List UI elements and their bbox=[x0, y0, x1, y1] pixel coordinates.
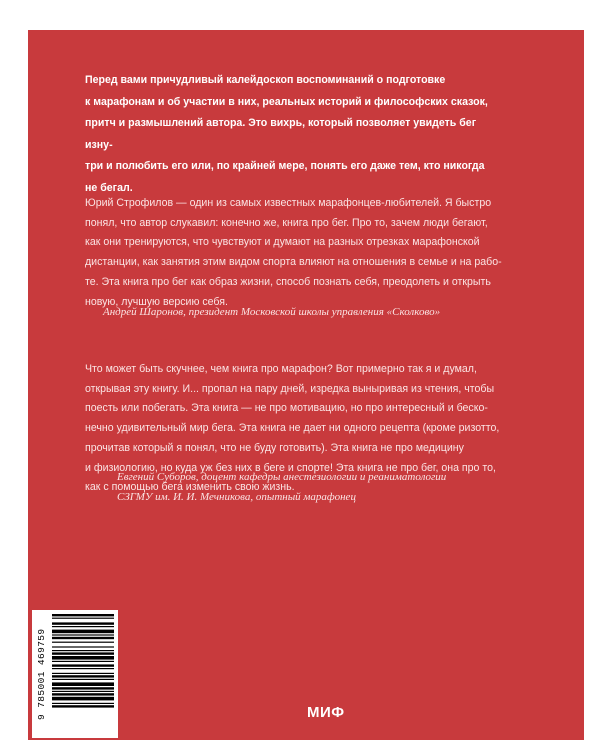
text-line: притч и размышлений автора. Это вихрь, который позволяет увидеть бег изну- bbox=[85, 117, 477, 151]
barcode-bar bbox=[52, 646, 114, 647]
review-quote-1 bbox=[85, 194, 525, 312]
barcode-bar bbox=[52, 622, 114, 624]
barcode-bar bbox=[52, 679, 114, 680]
barcode-bar bbox=[52, 661, 114, 662]
text-line: открывая эту книгу. И... пропал на пару дней, изредка выныривая из чтения, чтобы bbox=[85, 382, 495, 395]
text-line: понял, что автор слукавил: конечно же, книга про бег. Про то, зачем люди бегают, bbox=[85, 216, 488, 229]
text-line: поесть или побегать. Эта книга — не про мотивацию, но про интересный и беско- bbox=[85, 402, 488, 415]
barcode-bar bbox=[52, 626, 114, 627]
barcode-bar bbox=[52, 703, 114, 704]
barcode-bar bbox=[52, 637, 114, 639]
text-line: как с помощью бега изменить свою жизнь. bbox=[85, 481, 295, 494]
text-line: Юрий Строфилов — один из самых известных марафонцев-любителей. Я быстро bbox=[85, 197, 492, 209]
barcode-bar bbox=[52, 656, 114, 660]
text-line: Евгений Суборов, доцент кафедры анестезиологии и реаниматологии bbox=[117, 471, 447, 483]
text-line: Перед вами причудливый калейдоскоп воспоминаний о подготовке bbox=[85, 74, 446, 86]
text-line: те. Эта книга про бег как образ жизни, способ познать себя, преодолеть и открыть bbox=[85, 275, 491, 288]
text-line: не бегал. bbox=[85, 181, 133, 194]
barcode-bar bbox=[52, 634, 114, 635]
text-line: к марафонам и об участии в них, реальных историй и философских сказок, bbox=[85, 95, 488, 108]
barcode-bar bbox=[52, 682, 114, 686]
text-line: нечно удивительный мир бега. Эта книга не дает ни одного рецепта (кроме ризотто, bbox=[85, 422, 500, 435]
text-line: СЗГМУ им. И. И. Мечникова, опытный марафонец bbox=[117, 491, 356, 503]
text-line: как они тренируются, что чувствуют и думают на разных отрезках марафонской bbox=[85, 236, 480, 249]
barcode-bar bbox=[52, 618, 114, 619]
isbn-barcode bbox=[32, 610, 118, 738]
review-attribution-2 bbox=[117, 467, 446, 507]
publisher-logo: МИФ bbox=[307, 704, 345, 721]
barcode-bar bbox=[52, 705, 114, 707]
review-attribution-1: Андрей Шаронов, президент Московской школы управления «Сколково» bbox=[103, 306, 441, 318]
barcode-bar bbox=[52, 642, 114, 643]
text-line: Что может быть скучнее, чем книга про марафон? Вот примерно так я и думал, bbox=[85, 363, 477, 375]
text-line: новую, лучшую версию себя. bbox=[85, 295, 228, 308]
barcode-bar bbox=[52, 673, 114, 674]
barcode-bar bbox=[52, 650, 114, 651]
barcode-bars bbox=[32, 610, 118, 738]
back-cover bbox=[28, 30, 584, 740]
barcode-bar bbox=[52, 697, 114, 701]
text-line: прочитав который я понял, что не буду готовить). Эта книга не про медицину bbox=[85, 441, 464, 454]
barcode-bar bbox=[52, 675, 114, 677]
barcode-bar bbox=[52, 691, 114, 692]
barcode-bar bbox=[52, 693, 114, 695]
lead-paragraph bbox=[85, 70, 505, 199]
barcode-bar bbox=[52, 668, 114, 669]
barcode-bar bbox=[52, 664, 114, 666]
text-line: дистанции, как занятия этим видом спорта влияют на отношения в семье и на рабо- bbox=[85, 256, 502, 269]
barcode-bar bbox=[52, 652, 114, 654]
isbn-number: 9 785001 469759 bbox=[36, 628, 47, 720]
text-line: три и полюбить его или, по крайней мере, понять его даже тем, кто никогда bbox=[85, 160, 485, 172]
barcode-bar bbox=[52, 614, 114, 616]
barcode-bar bbox=[52, 687, 114, 689]
text-line: и физиологию, но куда уж без них в беге и спорте! Эта книга не про бег, она про то, bbox=[85, 461, 496, 474]
barcode-bar bbox=[52, 630, 114, 634]
